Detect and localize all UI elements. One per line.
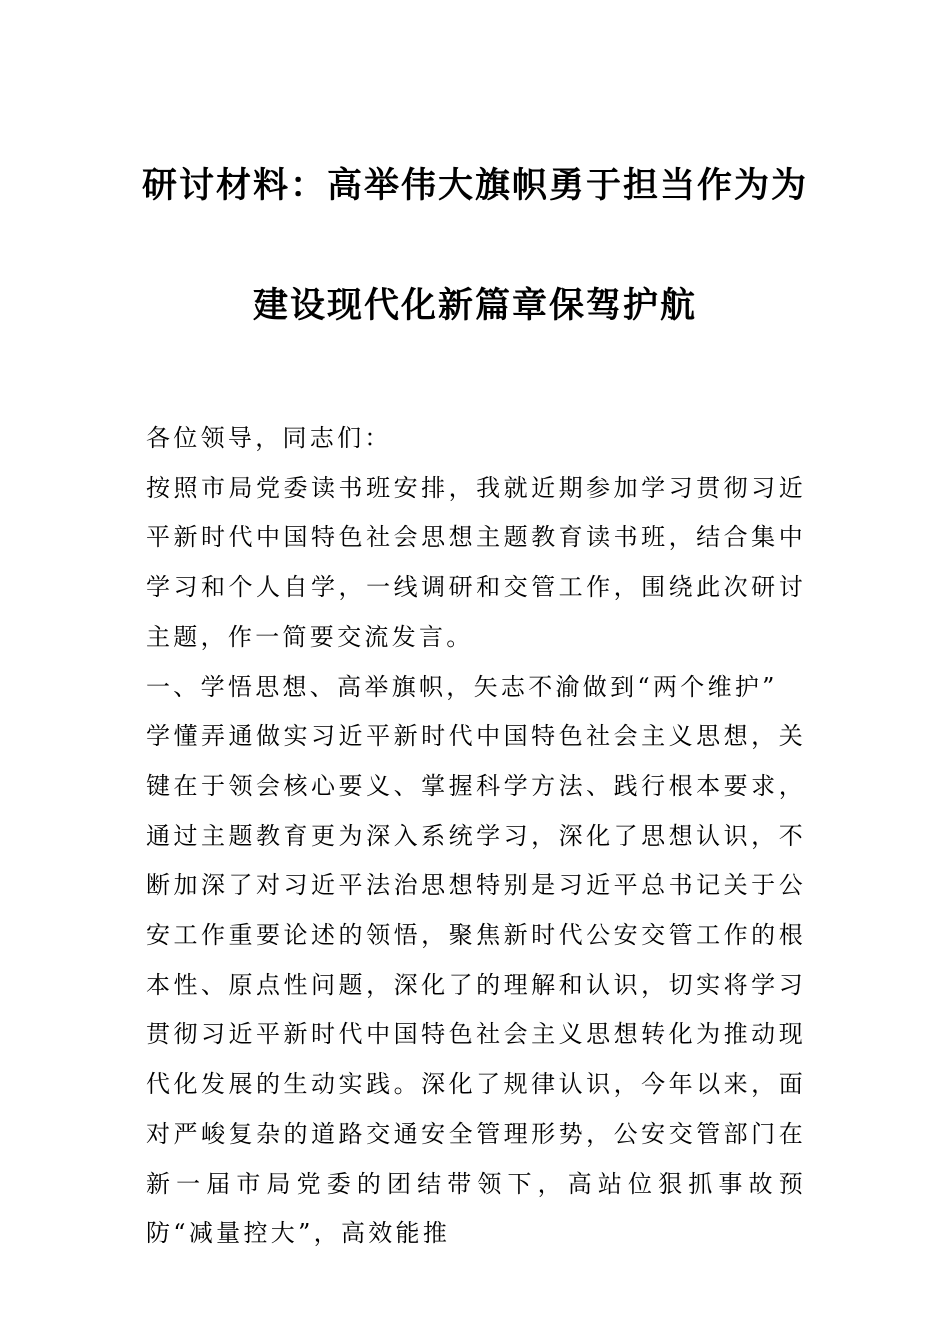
- salutation: 各位领导，同志们：: [146, 424, 392, 452]
- document-title-line-2: 建设现代化新篇章保驾护航: [252, 286, 697, 326]
- document-body: [146, 414, 806, 1259]
- section-1-paragraph: 学懂弄通做实习近平新时代中国特色社会主义思想，关键在于领会核心要义、掌握科学方法、践行根本要求，通过主题教育更为深入系统学习，深化了思想认识，不断加深了对习近平法治思想特别是习近平总书记关于公安工作重要论述的领悟，聚焦新时代公安交管工作的根本性、原点性问题，深化了的理解和认识，切实将学习贯彻习近平新时代中国特色社会主义思想转化为推动现代化发展的生动实践。深化了规律认识，今年以来，面对严峻复杂的道路交通安全管理形势，公安交管部门在新一届市局党委的团结带领下，高站位狠抓事故预防“减量控大”，高效能推: [146, 722, 806, 1248]
- document-title-line-1: 研讨材料：高举伟大旗帜勇于担当作为为: [141, 166, 808, 206]
- intro-paragraph: 按照市局党委读书班安排，我就近期参加学习贯彻习近平新时代中国特色社会思想主题教育读书班，结合集中学习和个人自学，一线调研和交管工作，围绕此次研讨主题，作一简要交流发言。: [146, 473, 806, 651]
- section-1-heading: 一、学悟思想、高举旗帜，矢志不渝做到“两个维护”: [146, 672, 778, 701]
